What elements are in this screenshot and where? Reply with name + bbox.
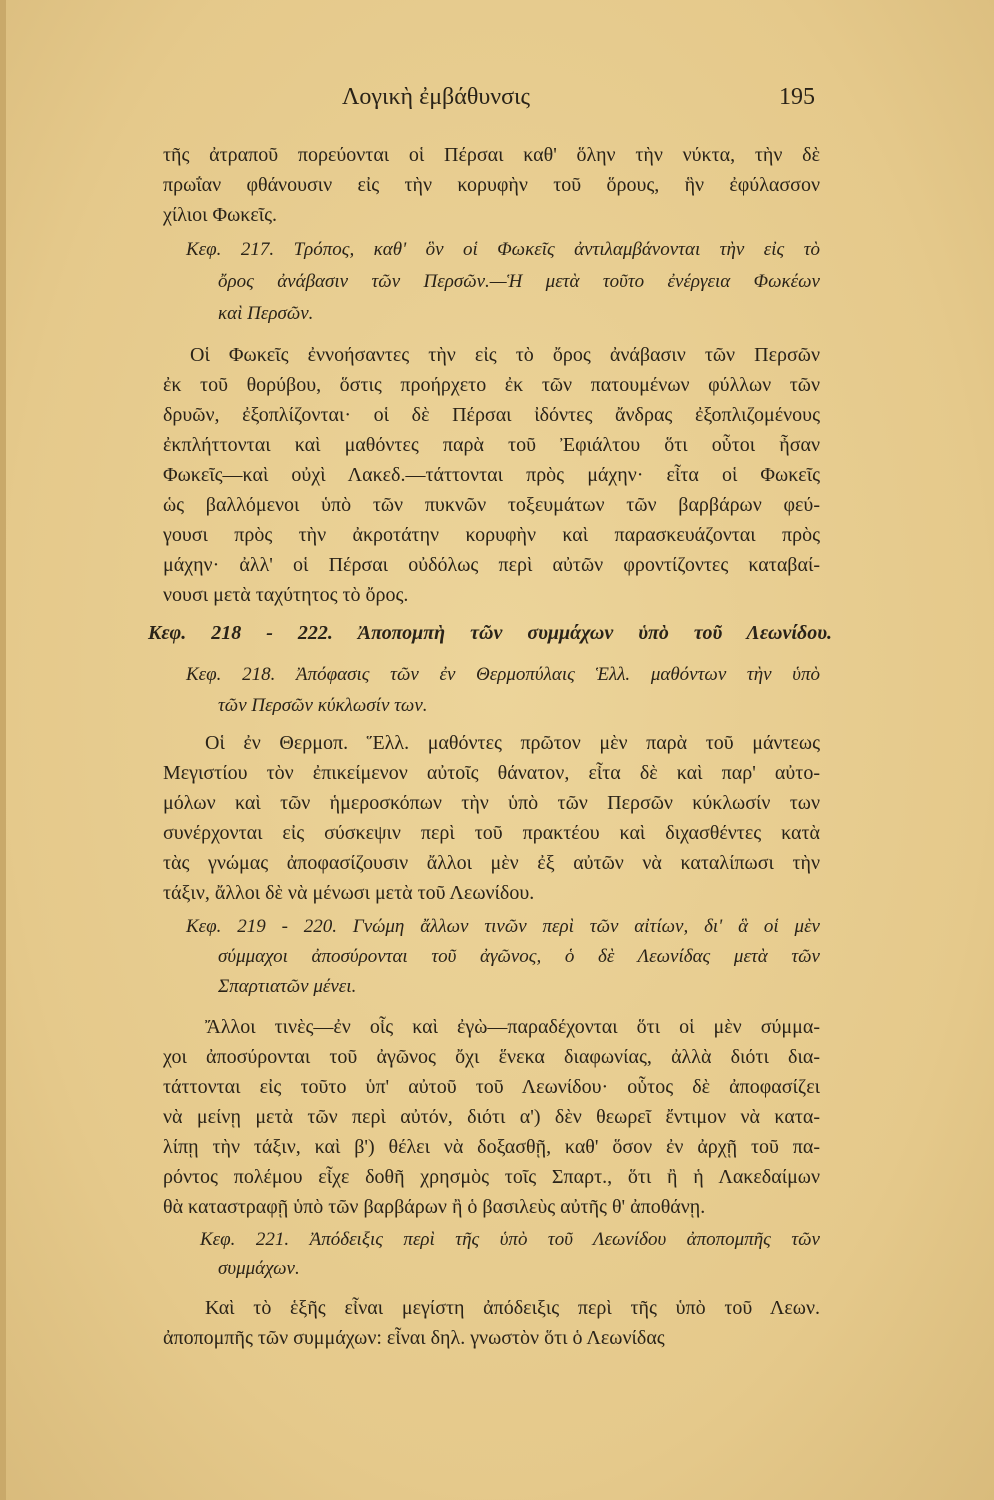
chapter-summary-line: Κεφ. 217. Τρόπος, καθ' ὃν οἱ Φωκεῖς ἀντιλαμβάνονται τὴν εἰς τὸ (186, 239, 820, 260)
paragraph-line: πρωΐαν φθάνουσιν εἰς τὴν κορυφὴν τοῦ ὅρους, ἣν ἐφύλασσον (163, 174, 820, 196)
chapter-summary-line: Σπαρτιατῶν μένει. (218, 976, 357, 997)
paragraph-line: Οἱ ἐν Θερμοπ. Ἕλλ. μαθόντες πρῶτον μὲν παρὰ τοῦ μάντεως (205, 732, 820, 754)
paragraph-line: δρυῶν, ἐξοπλίζονται· οἱ δὲ Πέρσαι ἰδόντες ἄνδρας ἐξοπλιζομένους (163, 404, 820, 426)
paragraph-line: Οἱ Φωκεῖς ἐννοήσαντες τὴν εἰς τὸ ὄρος ἀνάβασιν τῶν Περσῶν (190, 344, 820, 366)
paragraph-line: θὰ καταστραφῇ ὑπὸ τῶν βαρβάρων ἢ ὁ βασιλεὺς αὐτῆς θ' ἀποθάνῃ. (163, 1196, 706, 1218)
chapter-summary-line: καὶ Περσῶν. (218, 303, 314, 324)
paragraph-line: ἐκπλήττονται καὶ μαθόντες παρὰ τοῦ Ἐφιάλτου ὅτι οὗτοι ἦσαν (163, 434, 820, 456)
paragraph-line: Μεγιστίου τὸν ἐπικείμενον αὐτοῖς θάνατον, εἶτα δὲ καὶ παρ' αὐτο- (163, 762, 820, 784)
chapter-summary-line: τῶν Περσῶν κύκλωσίν των. (218, 695, 428, 716)
paragraph-line: Καὶ τὸ ἑξῆς εἶναι μεγίστη ἀπόδειξις περὶ τῆς ὑπὸ τοῦ Λεων. (205, 1297, 820, 1319)
paragraph-line: τάττονται εἰς τοῦτο ὑπ' αὐτοῦ τοῦ Λεωνίδου· οὗτος δὲ ἀποφασίζει (163, 1076, 820, 1098)
paragraph-line: συνέρχονται εἰς σύσκεψιν περὶ τοῦ πρακτέου καὶ διχασθέντες κατὰ (163, 822, 820, 844)
paragraph-line: ρόντος πολέμου εἶχε δοθῆ χρησμὸς τοῖς Σπαρτ., ὅτι ἢ ἡ Λακεδαίμων (163, 1166, 820, 1188)
page-edge (0, 0, 6, 1500)
paragraph-line: ἀποπομπῆς τῶν συμμάχων: εἶναι δηλ. γνωστὸν ὅτι ὁ Λεωνίδας (163, 1327, 665, 1349)
paragraph-line: τάξιν, ἄλλοι δὲ νὰ μένωσι μετὰ τοῦ Λεωνίδου. (163, 882, 535, 904)
running-title: Λογικὴ ἐμβάθυνσις (342, 84, 530, 110)
chapter-summary-line: συμμάχων. (218, 1258, 300, 1279)
paragraph-line: χοι ἀποσύρονται τοῦ ἀγῶνος ὄχι ἕνεκα διαφωνίας, ἀλλὰ διότι δια- (163, 1046, 820, 1068)
chapter-summary-line: σύμμαχοι ἀποσύρονται τοῦ ἀγῶνος, ὁ δὲ Λεωνίδας μετὰ τῶν (218, 946, 820, 967)
paragraph-line: νὰ μείνῃ μετὰ τῶν περὶ αὐτόν, διότι α') δὲν θεωρεῖ ἔντιμον νὰ κατα- (163, 1106, 820, 1128)
section-heading-line: Κεφ. 218 - 222. Ἀποπομπὴ τῶν συμμάχων ὑπὸ τοῦ Λεωνίδου. (148, 622, 832, 644)
paragraph-line: μόλων καὶ τῶν ἡμεροσκόπων τὴν ὑπὸ τῶν Περσῶν κύκλωσίν των (163, 792, 820, 814)
paragraph-line: νουσι μετὰ ταχύτητος τὸ ὄρος. (163, 584, 409, 606)
page-number: 195 (779, 84, 815, 110)
paragraph-line: τὰς γνώμας ἀποφασίζουσιν ἄλλοι μὲν ἐξ αὐτῶν νὰ καταλίπωσι τὴν (163, 852, 820, 874)
chapter-summary-line: ὄρος ἀνάβασιν τῶν Περσῶν.—Ἡ μετὰ τοῦτο ἐνέργεια Φωκέων (218, 271, 820, 292)
chapter-summary-line: Κεφ. 221. Ἀπόδειξις περὶ τῆς ὑπὸ τοῦ Λεωνίδου ἀποπομπῆς τῶν (200, 1229, 820, 1250)
paragraph-line: χίλιοι Φωκεῖς. (163, 204, 278, 226)
paragraph-line: ὡς βαλλόμενοι ὑπὸ τῶν πυκνῶν τοξευμάτων τῶν βαρβάρων φεύ- (163, 494, 820, 516)
paragraph-line: τῆς ἀτραποῦ πορεύονται οἱ Πέρσαι καθ' ὅλην τὴν νύκτα, τὴν δὲ (163, 144, 820, 166)
paragraph-line: ἐκ τοῦ θορύβου, ὅστις προήρχετο ἐκ τῶν πατουμένων φύλλων τῶν (163, 374, 820, 396)
paragraph-line: Ἄλλοι τινὲς—ἐν οἷς καὶ ἐγὼ—παραδέχονται ὅτι οἱ μὲν σύμμα- (205, 1016, 820, 1038)
paragraph-line: Φωκεῖς—καὶ οὐχὶ Λακεδ.—τάττονται πρὸς μάχην· εἶτα οἱ Φωκεῖς (163, 464, 820, 486)
paragraph-line: μάχην· ἀλλ' οἱ Πέρσαι οὐδόλως περὶ αὐτῶν φροντίζοντες καταβαί- (163, 554, 820, 576)
chapter-summary-line: Κεφ. 219 - 220. Γνώμη ἄλλων τινῶν περὶ τῶν αἰτίων, δι' ἃ οἱ μὲν (186, 916, 820, 937)
paragraph-line: λίπῃ τὴν τάξιν, καὶ β') θέλει νὰ δοξασθῇ, καθ' ὅσον ἐν ἀρχῇ τοῦ πα- (163, 1136, 820, 1158)
chapter-summary-line: Κεφ. 218. Ἀπόφασις τῶν ἐν Θερμοπύλαις Ἑλλ. μαθόντων τὴν ὑπὸ (186, 664, 820, 685)
paragraph-line: γουσι πρὸς τὴν ἀκροτάτην κορυφὴν καὶ παρασκευάζονται πρὸς (163, 524, 820, 546)
